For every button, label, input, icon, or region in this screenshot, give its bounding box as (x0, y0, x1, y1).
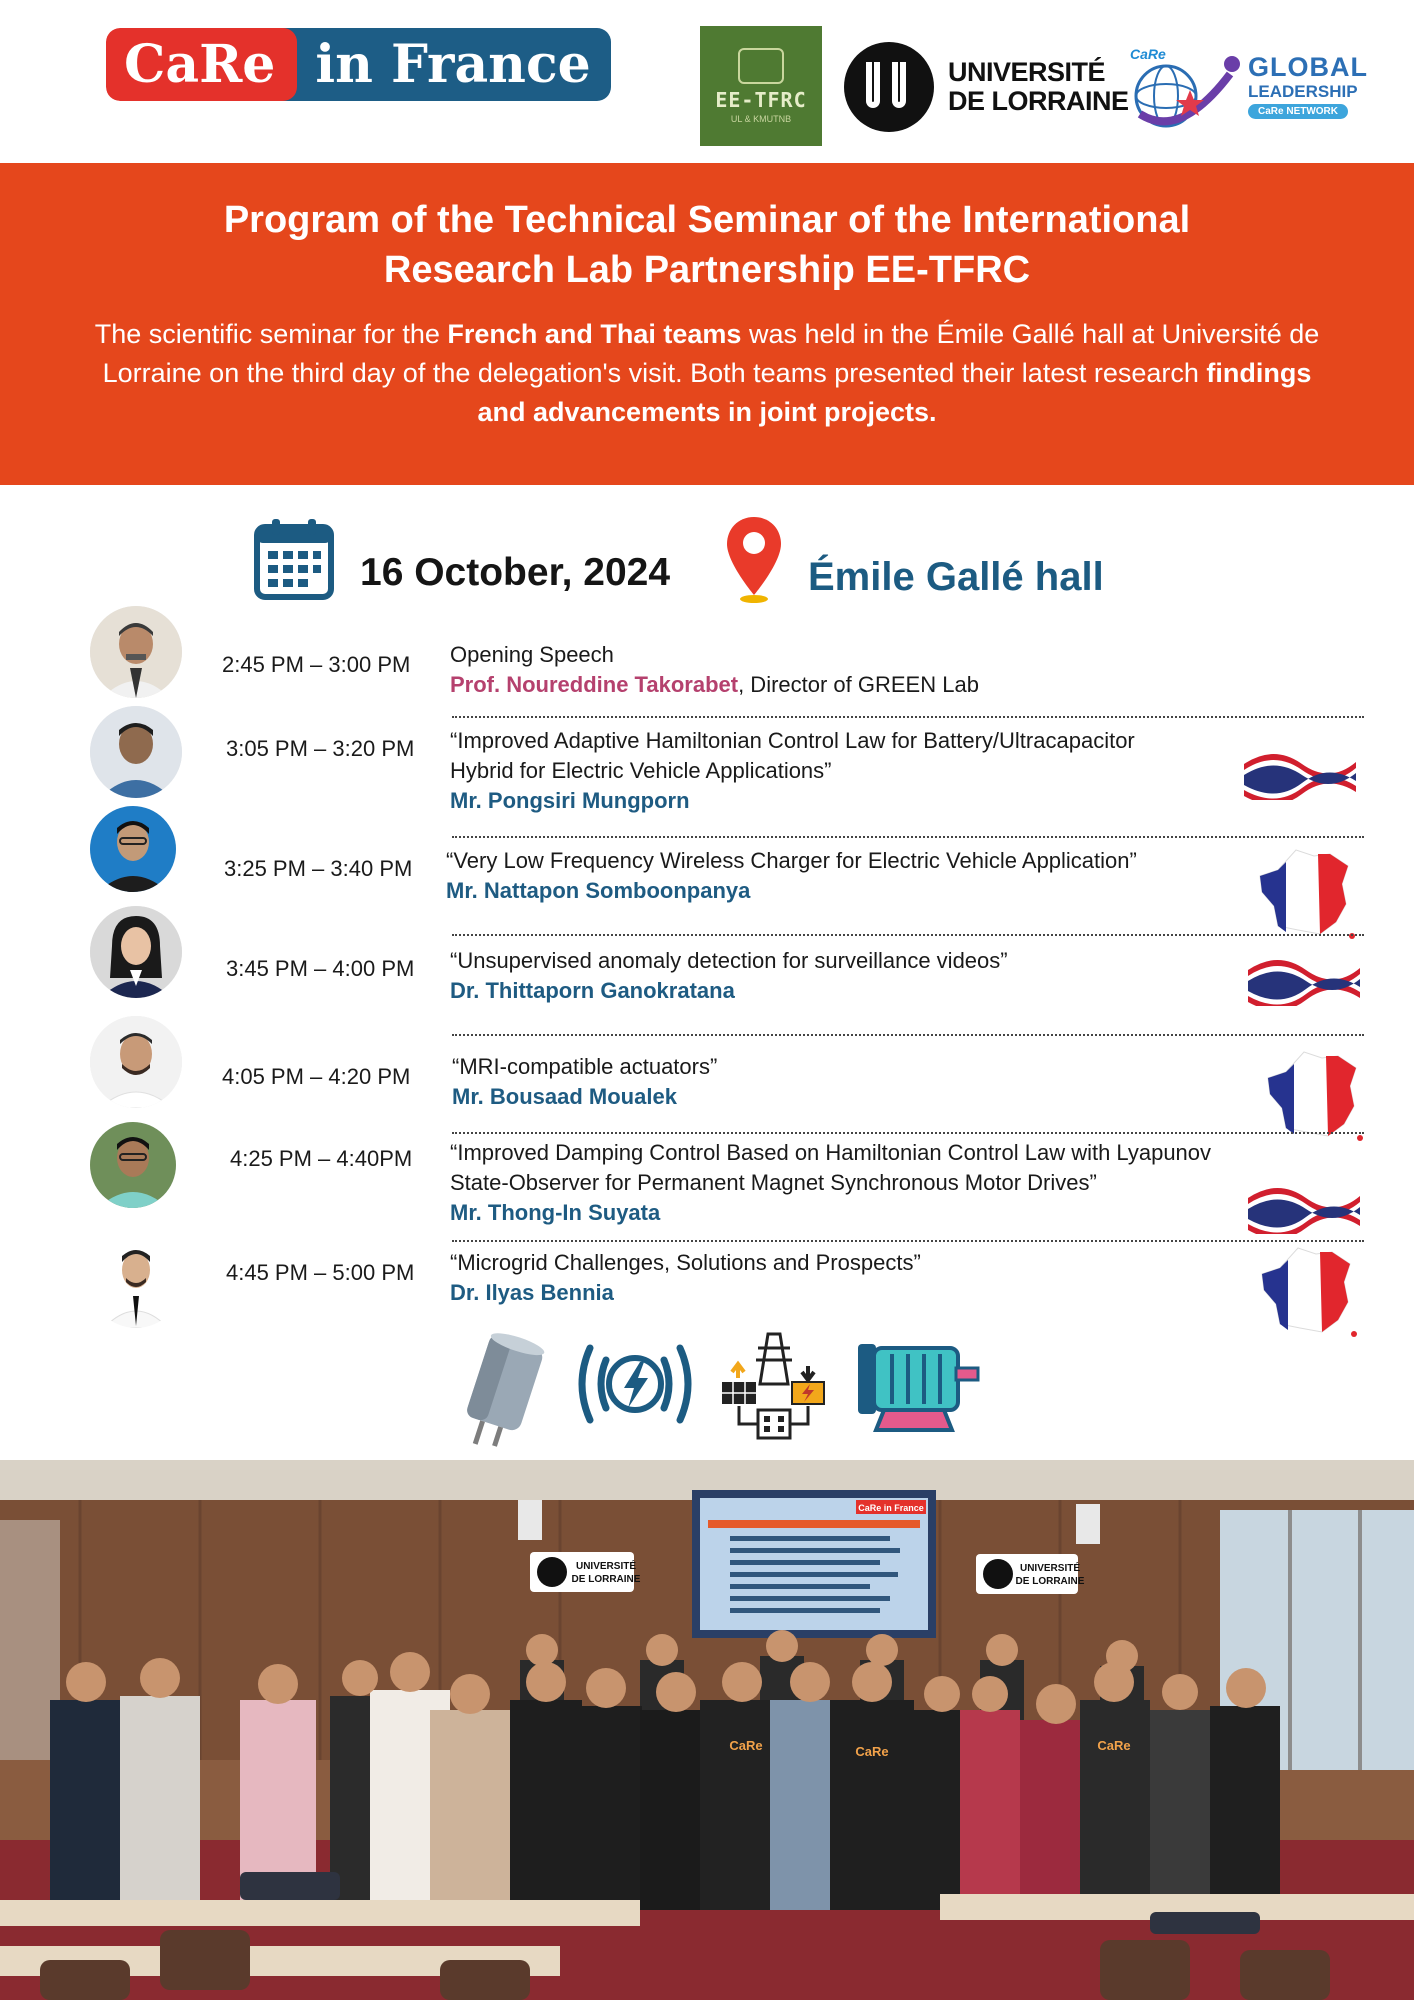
brand-care-text: CaRe (106, 28, 297, 101)
speaker-name: Mr. Bousaad Moualek (452, 1084, 677, 1109)
schedule-list (0, 600, 1414, 1330)
session-title: “Very Low Frequency Wireless Charger for Electric Vehicle Application” (446, 848, 1137, 873)
ul-logo-line2: DE LORRAINE (948, 86, 1129, 116)
france-map-flag-icon (1256, 848, 1356, 940)
ul-circle-icon (844, 42, 934, 132)
speaker-photo (90, 1236, 182, 1328)
thailand-flag-icon (1244, 950, 1364, 1006)
group-photo (0, 1460, 1414, 2000)
event-venue: Émile Gallé hall (808, 555, 1104, 599)
capacitor-icon (454, 1330, 554, 1452)
event-date: 16 October, 2024 (360, 551, 671, 594)
gl-care-text: CaRe (1130, 46, 1166, 62)
france-map-flag-icon (1264, 1050, 1364, 1142)
desc-part2: was held in the Émile Gallé hall at Université de Lorraine on the third day of the delegation's visit. Both teams presented their latest research (102, 319, 1320, 388)
row-divider (452, 1132, 1364, 1134)
session-title-line2: Hybrid for Electric Vehicle Applications” (450, 758, 832, 783)
session-title: Opening Speech (450, 642, 614, 667)
session-time: 3:25 PM – 3:40 PM (224, 856, 413, 881)
ee-tfrc-logo (700, 26, 822, 146)
microgrid-icon (718, 1330, 830, 1442)
ee-tfrc-logo-text: EE-TFRC (715, 88, 807, 112)
gl-leadership-text: LEADERSHIP (1248, 82, 1358, 101)
session-time: 4:25 PM – 4:40PM (230, 1146, 413, 1171)
session-info (450, 726, 1250, 816)
ul-logo-text (948, 58, 1129, 116)
session-title: “MRI-compatible actuators” (452, 1054, 718, 1079)
globe-figure-icon (1120, 54, 1248, 140)
speaker-role: , Director of GREEN Lab (738, 672, 979, 697)
ul-sign-1-line2: DE LORRAINE (571, 1574, 641, 1585)
speaker-name: Mr. Pongsiri Mungporn (450, 788, 690, 813)
speaker-name: Dr. Thittaporn Ganokratana (450, 978, 735, 1003)
session-time: 3:05 PM – 3:20 PM (226, 736, 415, 761)
screen-banner-text: CaRe in France (858, 1503, 924, 1513)
ul-sign-2-line2: DE LORRAINE (1015, 1576, 1085, 1587)
brand-in-france-text: in France (283, 28, 610, 101)
electric-motor-icon (848, 1338, 984, 1438)
session-title: “Microgrid Challenges, Solutions and Prospects” (450, 1250, 921, 1275)
row-divider (452, 934, 1364, 936)
seminar-title-line2: Research Lab Partnership EE-TFRC (383, 249, 1031, 291)
thailand-flag-icon (1240, 744, 1360, 800)
desc-part1: The scientific seminar for the (94, 319, 448, 349)
session-title-line1: “Improved Adaptive Hamiltonian Control Law for Battery/Ultracapacitor (450, 728, 1135, 753)
session-time: 4:45 PM – 5:00 PM (226, 1260, 415, 1285)
shirt-text-2: CaRe (855, 1744, 889, 1759)
gl-global-text: GLOBAL (1248, 52, 1368, 82)
header (0, 0, 1414, 163)
speaker-name: Prof. Noureddine Takorabet (450, 672, 739, 697)
session-time: 2:45 PM – 3:00 PM (222, 652, 411, 677)
wireless-power-icon (570, 1336, 700, 1432)
session-title-line1: “Improved Damping Control Based on Hamiltonian Control Law with Lyapunov (450, 1140, 1212, 1165)
speaker-photo (90, 806, 176, 892)
speaker-photo (90, 706, 182, 798)
session-info (446, 846, 1246, 906)
speaker-photo (90, 906, 182, 998)
seminar-title (0, 195, 1414, 295)
session-info (450, 1248, 1250, 1308)
calendar-icon (254, 517, 334, 601)
session-title: “Unsupervised anomaly detection for surveillance videos” (450, 948, 1008, 973)
speaker-photo (90, 1122, 176, 1208)
speaker-name: Mr. Nattapon Somboonpanya (446, 878, 751, 903)
session-time: 3:45 PM – 4:00 PM (226, 956, 415, 981)
speaker-photo (90, 1016, 182, 1108)
seminar-description (80, 315, 1334, 432)
shirt-text-1: CaRe (729, 1738, 763, 1753)
session-info (450, 640, 1250, 700)
care-global-leadership-logo (1120, 46, 1370, 132)
care-in-france-logo (106, 28, 611, 101)
session-info (450, 1138, 1330, 1228)
chip-icon (738, 48, 784, 84)
location-pin-icon (725, 515, 783, 605)
row-divider (452, 1034, 1364, 1036)
session-info (452, 1052, 1252, 1112)
row-divider (452, 716, 1364, 718)
ul-sign-2-line1: UNIVERSITÉ (1019, 1563, 1081, 1574)
session-time: 4:05 PM – 4:20 PM (222, 1064, 411, 1089)
row-divider (452, 1240, 1364, 1242)
row-divider (452, 836, 1364, 838)
shirt-text-3: CaRe (1097, 1738, 1131, 1753)
seminar-title-line1: Program of the Technical Seminar of the International (223, 199, 1191, 241)
ee-tfrc-logo-subtext: UL & KMUTNB (730, 114, 792, 124)
desc-bold2: findings and advancements in joint projects. (477, 358, 1312, 427)
speaker-photo (90, 606, 182, 698)
topic-icons (0, 1322, 1414, 1452)
speaker-name: Dr. Ilyas Bennia (450, 1280, 614, 1305)
ul-sign-1-line1: UNIVERSITÉ (575, 1561, 637, 1572)
speaker-name: Mr. Thong-In Suyata (450, 1200, 661, 1225)
desc-bold1: French and Thai teams (447, 319, 742, 349)
thailand-flag-icon (1244, 1178, 1364, 1234)
universite-de-lorraine-logo (844, 42, 1129, 132)
group-photo-illustration (0, 1460, 1414, 2000)
title-banner (0, 163, 1414, 485)
gl-network-badge: CaRe NETWORK (1248, 104, 1348, 119)
session-title-line2: State-Observer for Permanent Magnet Synchronous Motor Drives” (450, 1170, 1097, 1195)
session-info (450, 946, 1250, 1006)
ul-logo-line1: UNIVERSITÉ (948, 57, 1106, 87)
